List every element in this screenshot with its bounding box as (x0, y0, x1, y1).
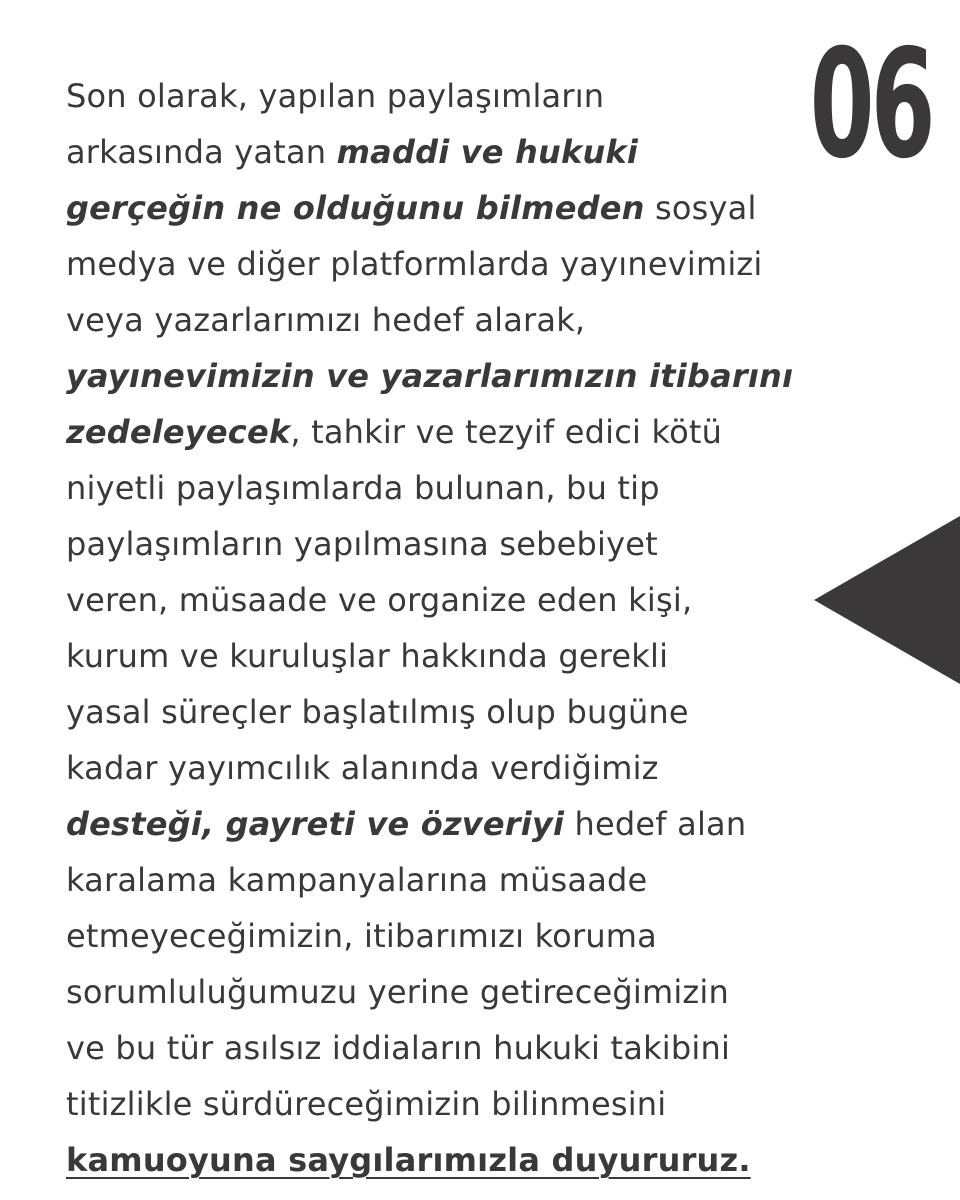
emphasis-text: zedeleyecek (66, 413, 291, 451)
text-line: karalama kampanyalarına müsaade (66, 861, 648, 899)
text-line: kadar yayımcılık alanında verdiğimiz (66, 749, 659, 787)
text-line (66, 180, 886, 236)
text-line: sorumluluğumuzu yerine getireceğimizin (66, 973, 730, 1011)
text-line: kurum ve kuruluşlar hakkında gerekli (66, 637, 669, 675)
text-segment: hedef alan (564, 805, 747, 843)
text-line: paylaşımların yapılmasına sebebiyet (66, 525, 658, 563)
text-line (66, 1132, 886, 1188)
text-line: etmeyeceğimizin, itibarımızı koruma (66, 917, 657, 955)
text-line (66, 404, 886, 460)
text-line: yasal süreçler başlatılmış olup bugüne (66, 693, 689, 731)
text-segment: sosyal (644, 189, 757, 227)
text-line: ve bu tür asılsız iddiaların hukuki takibini (66, 1029, 731, 1067)
text-line: medya ve diğer platformlarda yayınevimizi (66, 245, 763, 283)
text-line: Son olarak, yapılan paylaşımların (66, 77, 605, 115)
text-line: niyetli paylaşımlarda bulunan, bu tip (66, 469, 660, 507)
text-segment: , tahkir ve tezyif edici kötü (290, 413, 723, 451)
text-line (66, 796, 886, 852)
text-line: veya yazarlarımızı hedef alarak, (66, 301, 586, 339)
text-segment: arkasında yatan (66, 133, 337, 171)
page-number: 06 (810, 18, 932, 192)
text-line (66, 124, 886, 180)
closing-statement: kamuoyuna saygılarımızla duyururuz. (66, 1141, 751, 1179)
text-line: titizlikle sürdüreceğimizin bilinmesini (66, 1085, 667, 1123)
emphasis-text: desteği, gayreti ve özveriyi (66, 805, 565, 843)
statement-text (66, 68, 886, 1188)
emphasis-text: maddi ve hukuki (336, 133, 639, 171)
emphasis-text: gerçeğin ne olduğunu bilmeden (66, 189, 645, 227)
emphasis-text: yayınevimizin ve yazarlarımızın itibarını (66, 357, 794, 395)
text-line: veren, müsaade ve organize eden kişi, (66, 581, 693, 619)
